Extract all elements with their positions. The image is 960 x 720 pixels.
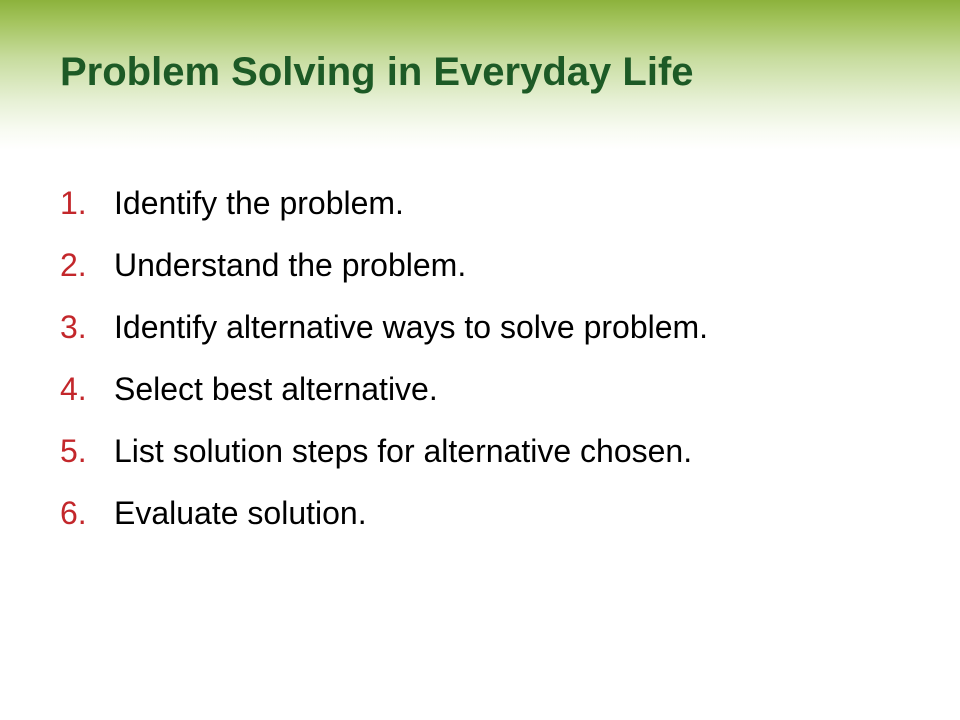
step-number: 6. [60,495,87,531]
step-number: 5. [60,433,87,469]
step-text: Evaluate solution. [114,495,367,531]
list-item [60,482,708,544]
list-item [60,234,708,296]
step-number: 1. [60,185,87,221]
step-number: 3. [60,309,87,345]
step-text: Identify the problem. [114,185,404,221]
step-number: 4. [60,371,87,407]
list-item [60,172,708,234]
step-text: Identify alternative ways to solve problem. [114,309,709,345]
slide-title: Problem Solving in Everyday Life [60,50,694,94]
list-item [60,358,708,420]
list-item [60,420,708,482]
list-item [60,296,708,358]
step-text: List solution steps for alternative chosen. [114,433,693,469]
step-text: Select best alternative. [114,371,438,407]
step-number: 2. [60,247,87,283]
steps-list [60,172,708,544]
step-text: Understand the problem. [114,247,467,283]
